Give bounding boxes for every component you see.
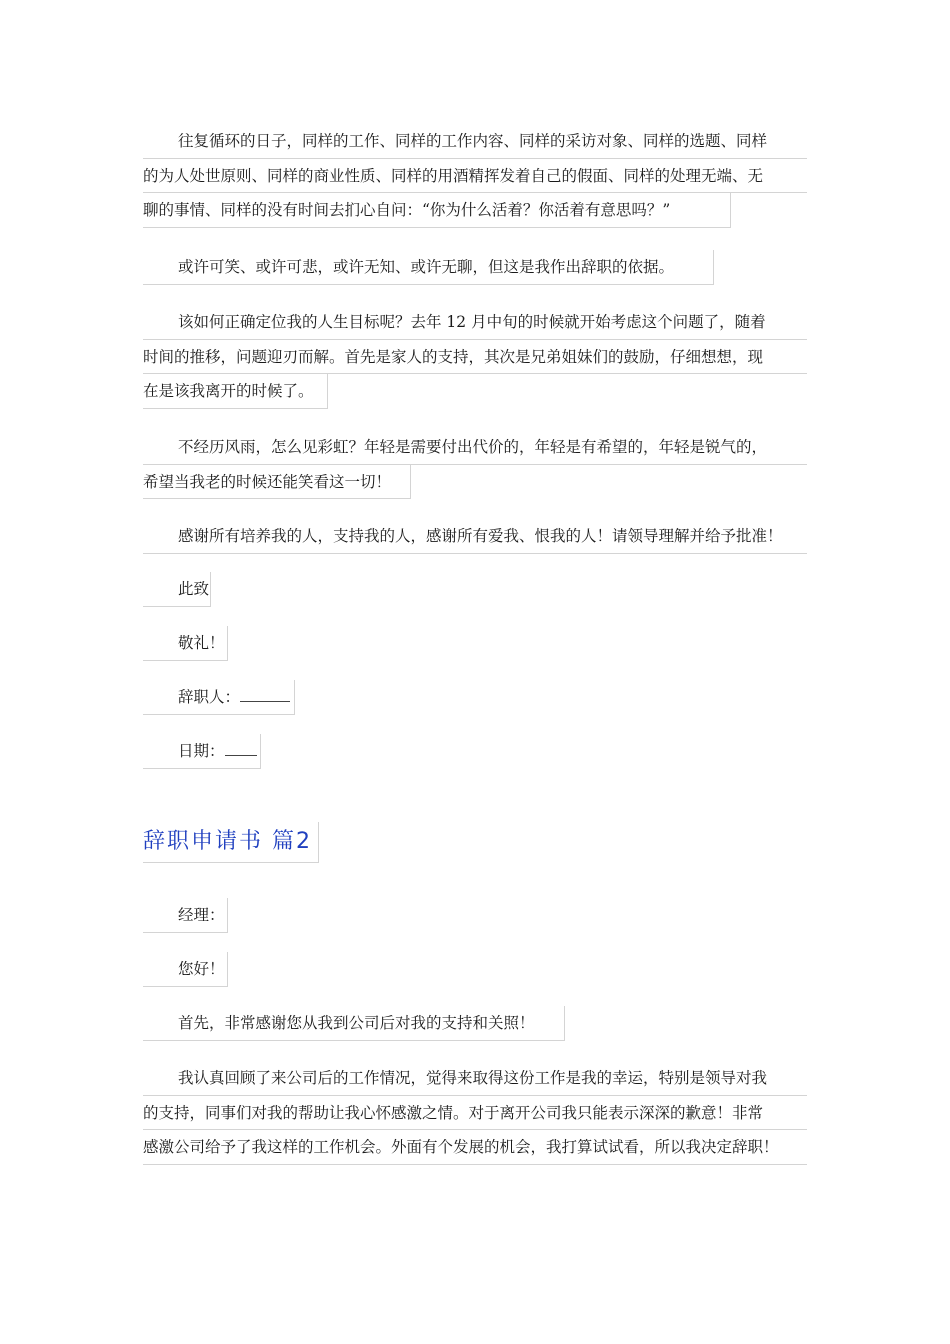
paragraph-line: 感激公司给予了我这样的工作机会。外面有个发展的机会，我打算试试看，所以我决定辞职！ — [143, 1130, 807, 1165]
paragraph-line: 的支持，同事们对我的帮助让我心怀感激之情。对于离开公司我只能表示深深的歉意！非常 — [143, 1096, 807, 1131]
paragraph-rainbow — [143, 430, 807, 512]
date-label: 日期： — [178, 742, 225, 760]
paragraph-line: 的为人处世原则、同样的商业性质、同样的用酒精挥发着自己的假面、同样的处理无端、无 — [143, 159, 807, 194]
paragraph-line: 该如何正确定位我的人生目标呢？去年 12 月中旬的时候就开始考虑这个问题了，随着 — [143, 305, 807, 340]
closing-line: 此致 — [143, 572, 211, 607]
paragraph-life-goal — [143, 305, 807, 421]
closing-salute — [143, 626, 807, 673]
paragraph-line: 往复循环的日子，同样的工作、同样的工作内容、同样的采访对象、同样的选题、同样 — [143, 124, 807, 159]
signer-line — [143, 680, 295, 715]
salutation-line: 经理： — [143, 898, 228, 933]
date-blank[interactable] — [225, 737, 257, 756]
greeting-line: 您好！ — [143, 952, 228, 987]
paragraph-line: 首先，非常感谢您从我到公司后对我的支持和关照！ — [143, 1006, 565, 1041]
salutation — [143, 898, 807, 945]
date-field — [143, 734, 807, 781]
paragraph-line: 希望当我老的时候还能笑看这一切！ — [143, 465, 411, 500]
signer-blank[interactable] — [240, 683, 290, 702]
paragraph-reason — [143, 250, 807, 297]
signer-label: 辞职人： — [178, 688, 241, 706]
signer-field — [143, 680, 807, 727]
closing-respectfully — [143, 572, 807, 619]
paragraph-line: 或许可笑、或许可悲，或许无知、或许无聊，但这是我作出辞职的依据。 — [143, 250, 714, 285]
greeting — [143, 952, 807, 999]
paragraph-thanks — [143, 519, 807, 554]
paragraph-line: 时间的推移，问题迎刃而解。首先是家人的支持，其次是兄弟姐妹们的鼓励，仔细想想，现 — [143, 340, 807, 375]
paragraph-line: 不经历风雨，怎么见彩虹？年轻是需要付出代价的，年轻是有希望的，年轻是锐气的， — [143, 430, 807, 465]
paragraph-line: 我认真回顾了来公司后的工作情况，觉得来取得这份工作是我的幸运，特别是领导对我 — [143, 1061, 807, 1096]
paragraph-line: 在是该我离开的时候了。 — [143, 374, 328, 409]
paragraph-line: 感谢所有培养我的人，支持我的人，感谢所有爱我、恨我的人！请领导理解并给予批准！ — [143, 519, 807, 554]
section-heading: 辞职申请书 篇2 — [143, 822, 319, 863]
date-line — [143, 734, 261, 769]
paragraph-appreciation — [143, 1006, 807, 1053]
closing-line: 敬礼！ — [143, 626, 228, 661]
paragraph-review — [143, 1061, 807, 1165]
paragraph-line: 聊的事情、同样的没有时间去扪心自问：“你为什么活着？你活着有意思吗？” — [143, 193, 731, 228]
paragraph-routine — [143, 124, 807, 240]
